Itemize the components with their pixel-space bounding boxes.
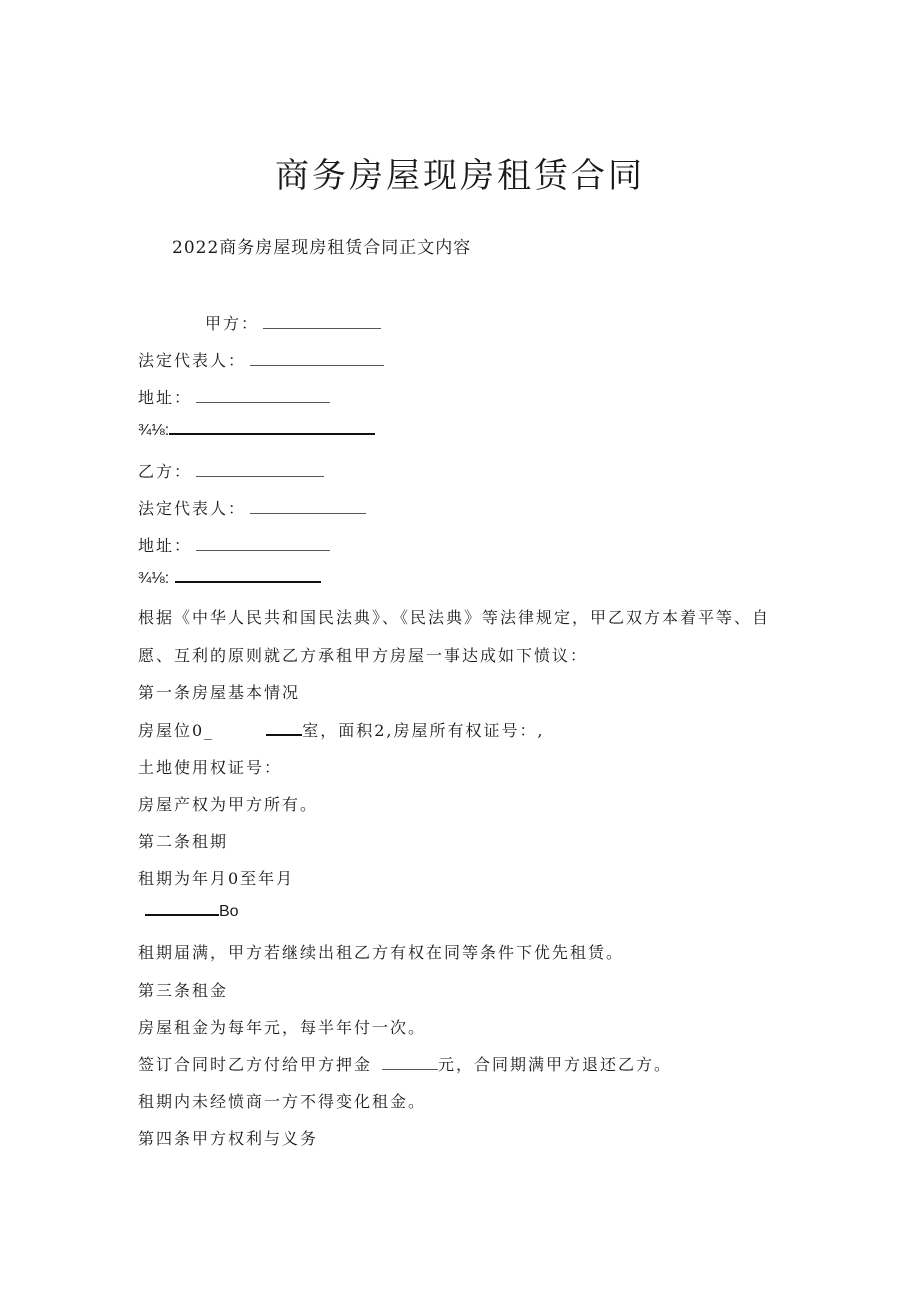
intro-line-1: 根据《中华人民共和国民法典》、《民法典》等法律规定，甲乙双方本着平等、自 bbox=[138, 608, 771, 627]
party-b-phone-blank bbox=[175, 580, 321, 583]
party-b-address-line bbox=[138, 533, 330, 556]
term-end-line bbox=[145, 903, 239, 921]
party-a-rep-line bbox=[138, 348, 384, 371]
party-a-address-line bbox=[138, 385, 330, 408]
party-b-line bbox=[138, 459, 324, 482]
party-b-blank bbox=[196, 475, 324, 477]
party-b-phone-label: ¾⅛: bbox=[138, 570, 170, 587]
party-b-address-blank bbox=[196, 549, 330, 551]
deposit-prefix: 签订合同时乙方付给甲方押金 bbox=[138, 1055, 373, 1074]
party-a-rep-blank bbox=[250, 364, 384, 366]
party-b-label: 乙方： bbox=[138, 462, 193, 481]
intro-line-2: 愿、互利的原则就乙方承租甲方房屋一事达成如下愤议： bbox=[138, 646, 589, 665]
room-blank bbox=[266, 733, 302, 736]
party-a-phone-blank bbox=[169, 432, 375, 435]
term-end-blank bbox=[145, 913, 219, 916]
party-a-blank bbox=[263, 327, 381, 329]
party-a-address-label: 地址： bbox=[138, 388, 193, 407]
term-line: 租期为年月0至年月 bbox=[138, 869, 295, 888]
no-change-line: 租期内未经愤商一方不得变化租金。 bbox=[138, 1092, 427, 1111]
rent-line: 房屋租金为每年元，每半年付一次。 bbox=[138, 1018, 427, 1037]
party-b-rep-blank bbox=[250, 512, 366, 514]
deposit-suffix: 元，合同期满甲方退还乙方。 bbox=[438, 1055, 673, 1074]
party-a-label: 甲方： bbox=[205, 314, 260, 333]
article-1-location bbox=[138, 718, 545, 741]
party-b-address-label: 地址： bbox=[138, 536, 193, 555]
party-a-line bbox=[205, 311, 381, 334]
party-b-rep-label: 法定代表人： bbox=[138, 499, 247, 518]
land-cert-line: 土地使用权证号： bbox=[138, 758, 283, 777]
term-end-text: Bo bbox=[219, 903, 239, 920]
article-4-heading: 第四条甲方权利与义务 bbox=[138, 1129, 319, 1148]
renewal-line: 租期届满，甲方若继续出租乙方有权在同等条件下优先租赁。 bbox=[138, 943, 625, 962]
party-b-phone-line bbox=[138, 570, 321, 588]
article-3-heading: 第三条租金 bbox=[138, 981, 229, 1000]
deposit-blank bbox=[382, 1068, 438, 1070]
party-a-phone-line bbox=[138, 422, 375, 440]
ownership-line: 房屋产权为甲方所有。 bbox=[138, 795, 319, 814]
article-2-heading: 第二条租期 bbox=[138, 832, 229, 851]
party-a-rep-label: 法定代表人： bbox=[138, 351, 247, 370]
party-b-rep-line bbox=[138, 496, 366, 519]
party-a-address-blank bbox=[196, 401, 330, 403]
party-a-phone-label: ¾⅛: bbox=[138, 422, 170, 439]
article-1-heading: 第一条房屋基本情况 bbox=[138, 683, 301, 702]
document-title: 商务房屋现房租赁合同 bbox=[275, 156, 645, 196]
location-prefix: 房屋位0_ bbox=[138, 721, 215, 740]
document-subtitle: 2022商务房屋现房租赁合同正文内容 bbox=[172, 238, 472, 258]
location-suffix: 室，面积2,房屋所有权证号：, bbox=[302, 721, 545, 740]
deposit-line bbox=[138, 1052, 672, 1075]
